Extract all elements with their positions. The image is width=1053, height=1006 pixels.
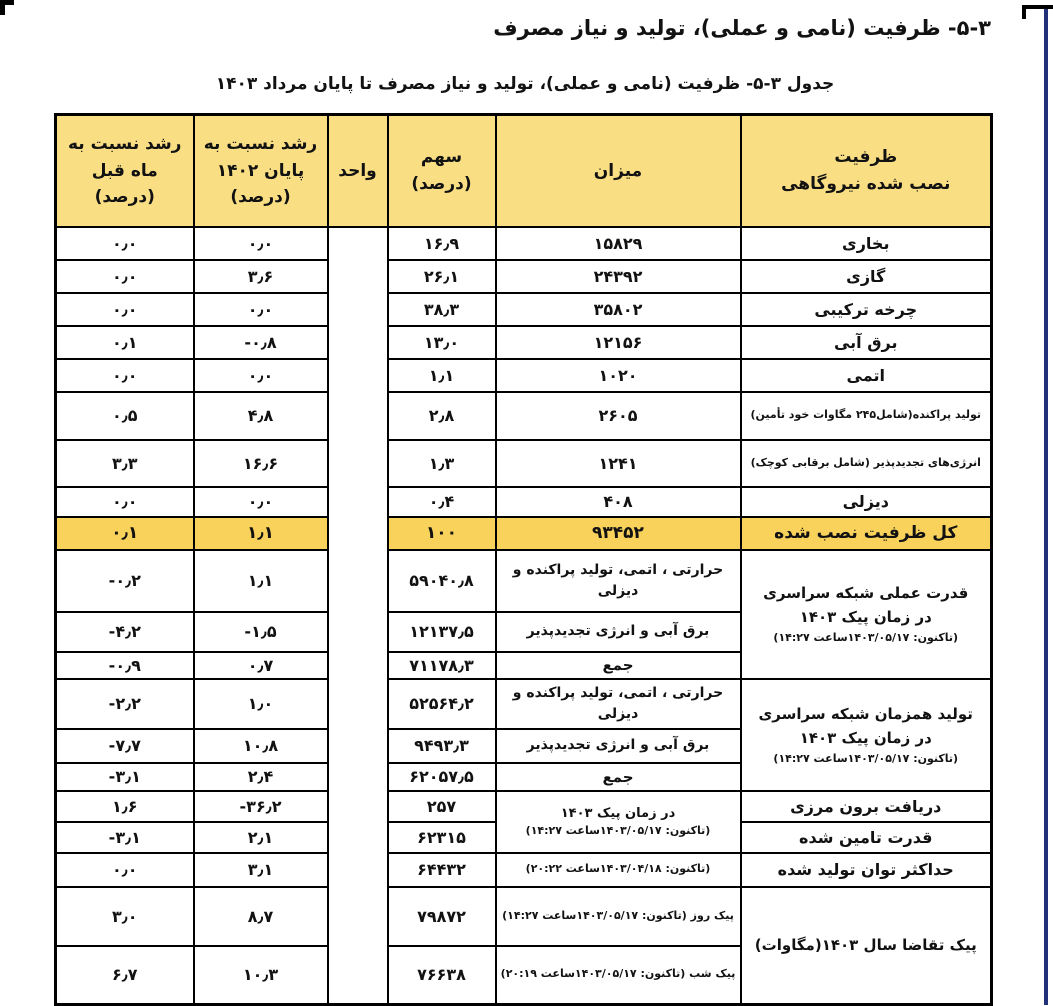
- crop-mark-top-right-icon: [1022, 5, 1053, 9]
- header-roshd-payan: رشد نسبت به پایان ۱۴۰۲ (درصد): [194, 115, 328, 227]
- row-label: انرژی‌های تجدیدپذیر (شامل برقابی کوچک): [741, 440, 992, 487]
- mizan-value: ۱۲۱۵۶: [496, 326, 741, 359]
- table-row: [56, 260, 992, 293]
- section-number: ۳-۵-: [947, 16, 991, 40]
- hamzaman-section-title: تولید همزمان شبکه سراسری در زمان پیک ۱۴۰۳ (تاکنون: ۱۴۰۳/۰۵/۱۷ساعت ۱۴:۲۷): [741, 679, 992, 791]
- table-row: [56, 853, 992, 887]
- payan-value: ۰٫۰: [194, 227, 328, 260]
- mizan-value: ۱۲۴۱: [496, 440, 741, 487]
- table-caption: [57, 74, 993, 94]
- payan-value: ۰٫۰: [194, 487, 328, 517]
- mah-value: ۰٫۰: [56, 487, 194, 517]
- mah-value: ۰٫۰: [56, 293, 194, 326]
- mizan-value: ۱۰۲۰: [496, 359, 741, 392]
- row-label: تولید پراکنده(شامل۲۴۵ مگاوات خود تأمین): [741, 392, 992, 440]
- mah-value: -۲٫۲: [56, 679, 194, 729]
- sub-label: حرارتی ، اتمی، تولید پراکنده و دیزلی: [496, 550, 741, 612]
- mizan-value: ۲۴۳۹۲: [496, 260, 741, 293]
- header-capacity: ظرفیت نصب شده نیروگاهی: [741, 115, 992, 227]
- payan-value: ۱۰٫۸: [194, 729, 328, 763]
- section-title-text: ظرفیت (نامی و عملی)، تولید و نیاز مصرف: [493, 16, 941, 40]
- payan-value: ۲٫۱: [194, 822, 328, 853]
- sum-label: جمع: [496, 652, 741, 679]
- table-row: [56, 487, 992, 517]
- header-mizan: میزان: [496, 115, 741, 227]
- row-label: بخاری: [741, 227, 992, 260]
- amali-section-title: قدرت عملی شبکه سراسری در زمان پیک ۱۴۰۳ (تاکنون: ۱۴۰۳/۰۵/۱۷ساعت ۱۴:۲۷): [741, 550, 992, 679]
- mah-value: ۰٫۱: [56, 326, 194, 359]
- mah-value: ۰٫۰: [56, 260, 194, 293]
- night-peak-value: ۷۶۶۳۸: [388, 946, 496, 1005]
- section-title: [493, 16, 991, 40]
- mah-value: ۱٫۶: [56, 791, 194, 822]
- sub-label: برق آبی و انرژی تجدیدپذیر: [496, 612, 741, 652]
- total-payan: ۱٫۱: [194, 517, 328, 550]
- payan-value: ۱٫۱: [194, 550, 328, 612]
- row-label: اتمی: [741, 359, 992, 392]
- payan-value: ۳٫۶: [194, 260, 328, 293]
- row-label: برق آبی: [741, 326, 992, 359]
- amali-value: ۱۲۱۳۷٫۵: [388, 612, 496, 652]
- day-peak-note: پیک روز (تاکنون: ۱۴۰۳/۰۵/۱۷ساعت ۱۴:۲۷): [496, 887, 741, 946]
- payan-value: ۴٫۸: [194, 392, 328, 440]
- mizan-value: ۴۰۸: [496, 487, 741, 517]
- sahm-value: ۲٫۸: [388, 392, 496, 440]
- mah-value: ۰٫۵: [56, 392, 194, 440]
- mah-value: ۰٫۰: [56, 853, 194, 887]
- hamzaman-value: ۹۴۹۳٫۳: [388, 729, 496, 763]
- sahm-value: ۰٫۴: [388, 487, 496, 517]
- max-note: (تاکنون: ۱۴۰۳/۰۴/۱۸ساعت ۲۰:۲۲): [496, 853, 741, 887]
- sahm-value: ۱۶٫۹: [388, 227, 496, 260]
- amali-value: ۷۱۱۷۸٫۳: [388, 652, 496, 679]
- table-row: [56, 791, 992, 822]
- table-row: [56, 887, 992, 946]
- sahm-value: ۲۶٫۱: [388, 260, 496, 293]
- total-mah: ۰٫۱: [56, 517, 194, 550]
- header-row: [56, 115, 992, 227]
- sahm-value: ۱۳٫۰: [388, 326, 496, 359]
- payan-value: ۱٫۰: [194, 679, 328, 729]
- mah-value: ۰٫۰: [56, 227, 194, 260]
- mah-value: -۷٫۷: [56, 729, 194, 763]
- payan-value: ۱۶٫۶: [194, 440, 328, 487]
- mizan-value: ۲۶۰۵: [496, 392, 741, 440]
- header-roshd-mah: رشد نسبت به ماه قبل (درصد): [56, 115, 194, 227]
- header-sahm: سهم (درصد): [388, 115, 496, 227]
- mah-value: ۰٫۰: [56, 359, 194, 392]
- table-row: [56, 227, 992, 260]
- payan-value: ۰٫۰: [194, 359, 328, 392]
- row-label: حداکثر توان تولید شده: [741, 853, 992, 887]
- payan-value: -۱٫۵: [194, 612, 328, 652]
- night-peak-note: پیک شب (تاکنون: ۱۴۰۳/۰۵/۱۷ساعت ۲۰:۱۹): [496, 946, 741, 1005]
- max-value: ۶۴۴۳۲: [388, 853, 496, 887]
- hamzaman-value: ۶۲۰۵۷٫۵: [388, 763, 496, 791]
- crop-mark-top-left-icon: [0, 0, 14, 5]
- peak-value: ۶۲۳۱۵: [388, 822, 496, 853]
- table-row: [56, 359, 992, 392]
- mah-value: -۰٫۲: [56, 550, 194, 612]
- row-label: دیزلی: [741, 487, 992, 517]
- payan-value: ۰٫۷: [194, 652, 328, 679]
- row-label: گازی: [741, 260, 992, 293]
- caption-prefix: جدول: [786, 74, 835, 94]
- sub-label: حرارتی ، اتمی، تولید پراکنده و دیزلی: [496, 679, 741, 729]
- sahm-value: ۱٫۱: [388, 359, 496, 392]
- row-label: چرخه ترکیبی: [741, 293, 992, 326]
- sub-label: برق آبی و انرژی تجدیدپذیر: [496, 729, 741, 763]
- total-sahm: ۱۰۰: [388, 517, 496, 550]
- table-row: [56, 326, 992, 359]
- mizan-value: ۱۵۸۲۹: [496, 227, 741, 260]
- sahm-value: ۱٫۳: [388, 440, 496, 487]
- page-edge-line: [1044, 6, 1048, 1005]
- peak-note: در زمان پیک ۱۴۰۳ (تاکنون: ۱۴۰۳/۰۵/۱۷ساعت ۱۴:۲۷): [496, 791, 741, 853]
- caption-number: ۳-۵-: [746, 74, 781, 94]
- day-peak-value: ۷۹۸۷۲: [388, 887, 496, 946]
- mah-value: -۴٫۲: [56, 612, 194, 652]
- header-vahed: واحد: [328, 115, 388, 227]
- mah-value: ۶٫۷: [56, 946, 194, 1005]
- mah-value: -۳٫۱: [56, 763, 194, 791]
- capacity-table: [54, 113, 993, 1006]
- payan-value: ۱۰٫۳: [194, 946, 328, 1005]
- payan-value: ۰٫۰: [194, 293, 328, 326]
- sahm-value: ۳۸٫۳: [388, 293, 496, 326]
- mah-value: ۳٫۳: [56, 440, 194, 487]
- peak-value: ۲۵۷: [388, 791, 496, 822]
- row-label: دریافت برون مرزی: [741, 791, 992, 822]
- total-label: کل ظرفیت نصب شده: [741, 517, 992, 550]
- crop-mark-top-right-icon: [1022, 5, 1026, 19]
- mah-value: -۳٫۱: [56, 822, 194, 853]
- total-mizan: ۹۳۴۵۲: [496, 517, 741, 550]
- hamzaman-value: ۵۲۵۶۴٫۲: [388, 679, 496, 729]
- sum-label: جمع: [496, 763, 741, 791]
- payan-value: ۲٫۴: [194, 763, 328, 791]
- payan-value: ۸٫۷: [194, 887, 328, 946]
- total-row: [56, 517, 992, 550]
- amali-value: ۵۹۰۴۰٫۸: [388, 550, 496, 612]
- mizan-value: ۳۵۸۰۲: [496, 293, 741, 326]
- table-row: [56, 392, 992, 440]
- payan-value: -۰٫۸: [194, 326, 328, 359]
- row-label: قدرت تامین شده: [741, 822, 992, 853]
- table-row: [56, 440, 992, 487]
- mah-value: -۰٫۹: [56, 652, 194, 679]
- payan-value: ۳٫۱: [194, 853, 328, 887]
- vahed-column-cell: [328, 227, 388, 1005]
- table-row: [56, 293, 992, 326]
- caption-text: ظرفیت (نامی و عملی)، تولید و نیاز مصرف تا پایان مرداد ۱۴۰۳: [215, 74, 741, 94]
- demand-section-title: پیک تقاضا سال ۱۴۰۳(مگاوات): [741, 887, 992, 1005]
- payan-value: -۳۶٫۲: [194, 791, 328, 822]
- table-row: [56, 550, 992, 612]
- table-row: [56, 679, 992, 729]
- mah-value: ۳٫۰: [56, 887, 194, 946]
